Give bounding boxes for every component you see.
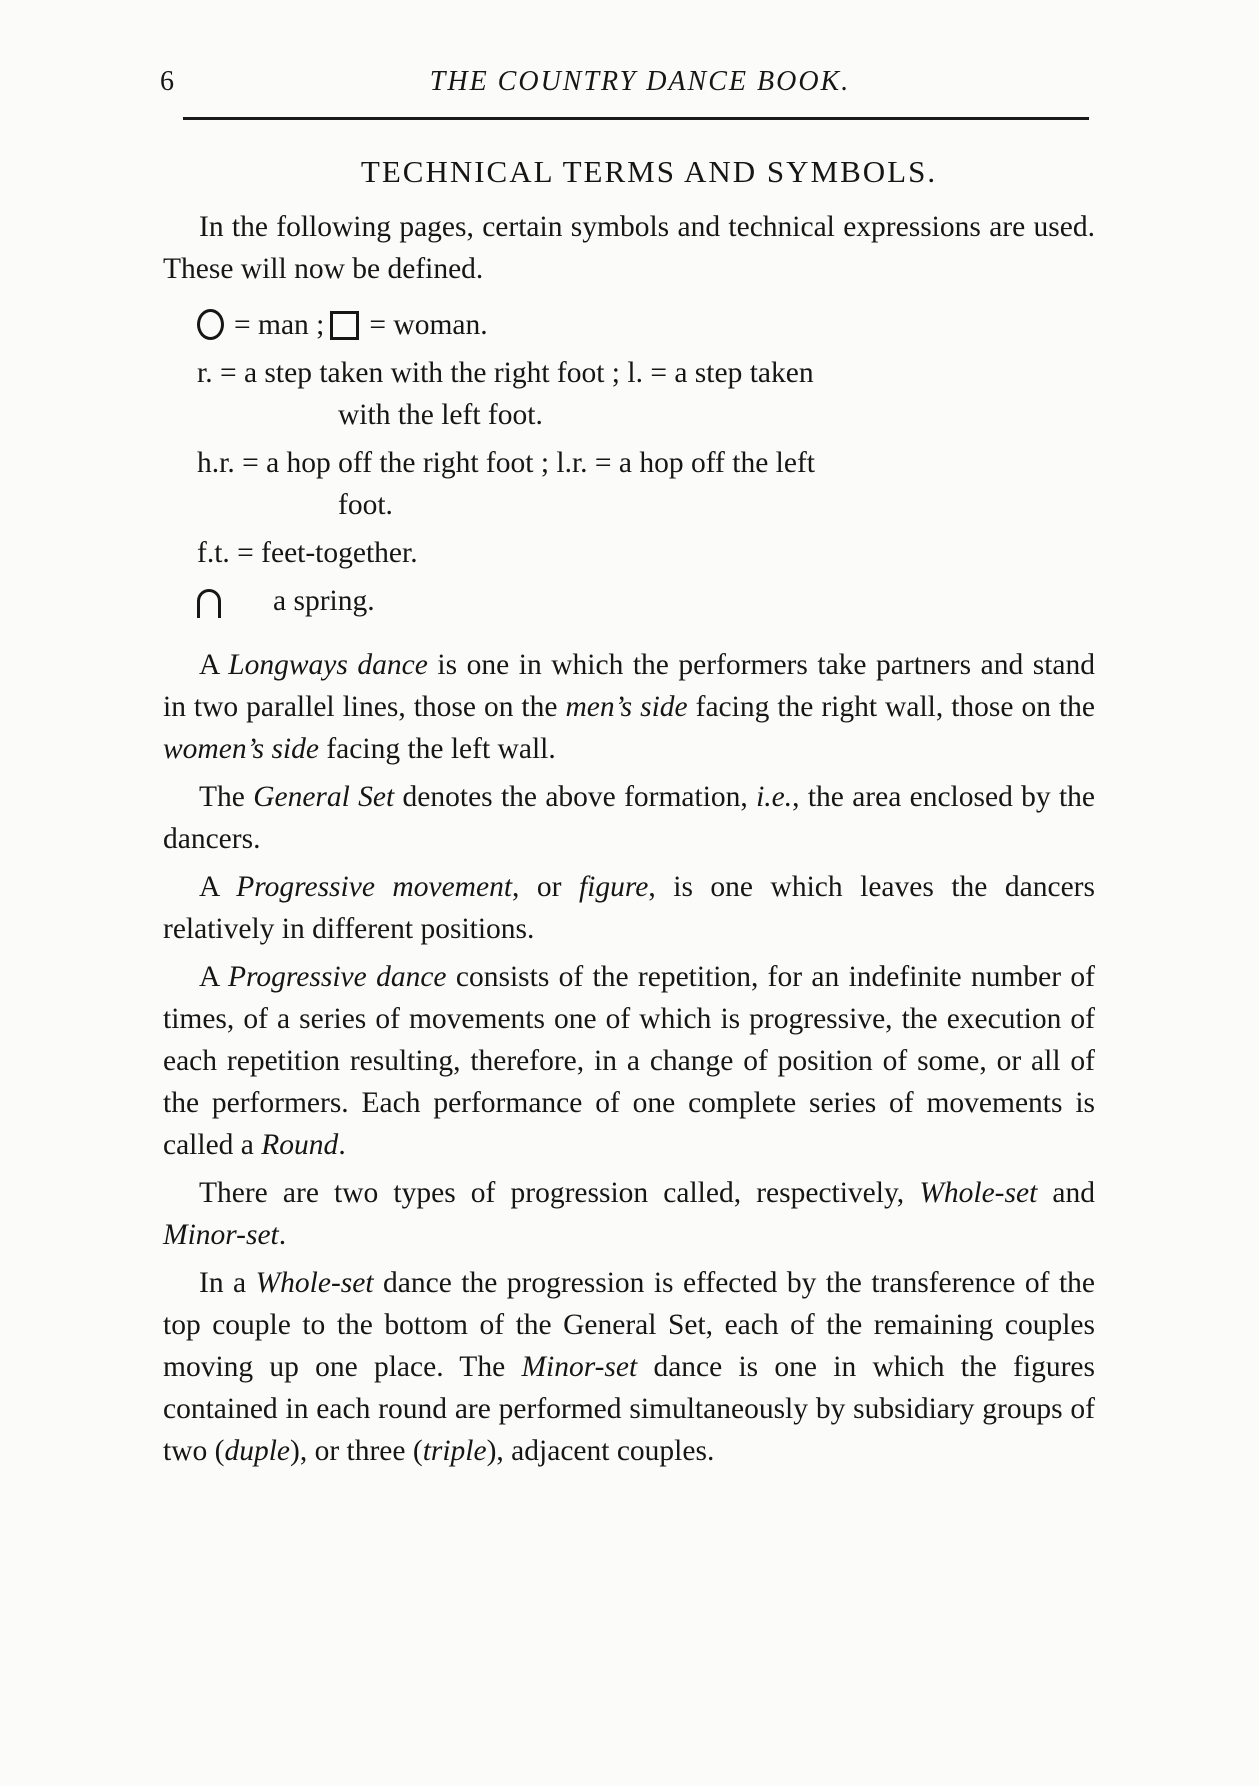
circle-symbol-icon: [197, 309, 224, 340]
man-definition: = man ;: [234, 309, 325, 341]
term-general-set: General Set: [253, 781, 395, 813]
page-number: 6: [160, 66, 174, 97]
paragraph-progressive-dance: A Progressive dance consists of the repetition, for an indefinite number of times, of a series of movements one of which is progressive, the execution of each repetition resulting, therefore, in a change of position of some, or all of the performers. Each performance of one complete series of movements is called a Round.: [163, 961, 1095, 1161]
feet-together-definition: f.t. = feet-together.: [197, 537, 418, 569]
term-progressive-movement: Progressive movement: [236, 871, 513, 903]
running-title: THE COUNTRY DANCE BOOK.: [429, 66, 851, 97]
term-figure: figure: [578, 871, 649, 903]
def-hop: [197, 442, 1095, 526]
page-content: [163, 150, 1095, 1478]
spring-definition: a spring.: [273, 585, 375, 617]
term-progressive-dance: Progressive dance: [228, 961, 447, 993]
step-definition-line1: r. = a step taken with the right foot ; l. = a step taken: [197, 357, 814, 389]
term-minor-set: Minor-set: [163, 1219, 279, 1251]
term-longways-dance: Longways dance: [228, 649, 428, 681]
woman-definition: = woman.: [369, 309, 488, 341]
def-feet-together: [197, 532, 1095, 574]
term-round: Round: [261, 1129, 339, 1161]
term-whole-set-2: Whole-set: [255, 1267, 374, 1299]
symbol-definitions: [197, 304, 1095, 622]
def-spring: [197, 580, 1095, 622]
term-whole-set: Whole-set: [919, 1177, 1038, 1209]
term-triple: triple: [422, 1435, 487, 1467]
section-title: TECHNICAL TERMS AND SYMBOLS.: [360, 154, 938, 189]
arch-symbol-icon: [197, 589, 221, 618]
term-minor-set-2: Minor-set: [521, 1351, 638, 1383]
paragraph-general-set: The General Set denotes the above formation, i.e., the area enclosed by the dancers.: [163, 781, 1096, 855]
square-symbol-icon: [330, 311, 359, 340]
paragraph-whole-set: In a Whole-set dance the progression is effected by the transference of the top couple to the bottom of the General Set, each of the remaining couples moving up one place. The Minor-set dance is one in which the figures contained in each round are performed simultaneously by subsidiary groups of two (duple), or three (triple), adjacent couples.: [163, 1267, 1096, 1467]
paragraph-longways: A Longways dance is one in which the performers take partners and stand in two parallel lines, those on the men’s side facing the right wall, those on the women’s side facing the left wall.: [163, 649, 1096, 765]
running-head: [160, 66, 1080, 106]
header-rule: [183, 117, 1089, 120]
step-definition-line2: with the left foot.: [338, 399, 543, 431]
term-duple: duple: [224, 1435, 290, 1467]
term-mens-side: men’s side: [565, 691, 688, 723]
def-man-woman: [197, 304, 1095, 346]
term-ie: i.e.: [756, 781, 793, 813]
def-step: [197, 352, 1095, 436]
intro-paragraph: In the following pages, certain symbols and technical expressions are used. These will now be defined.: [163, 211, 1095, 285]
term-womens-side: women’s side: [163, 733, 319, 765]
hop-definition-line1: h.r. = a hop off the right foot ; l.r. = a hop off the left: [197, 447, 815, 479]
paragraph-progressive-movement: A Progressive movement, or figure, is one which leaves the dancers relatively in different positions.: [163, 871, 1095, 945]
paragraph-types: There are two types of progression called, respectively, Whole-set and Minor-set.: [163, 1177, 1095, 1251]
hop-definition-line2: foot.: [338, 489, 393, 521]
